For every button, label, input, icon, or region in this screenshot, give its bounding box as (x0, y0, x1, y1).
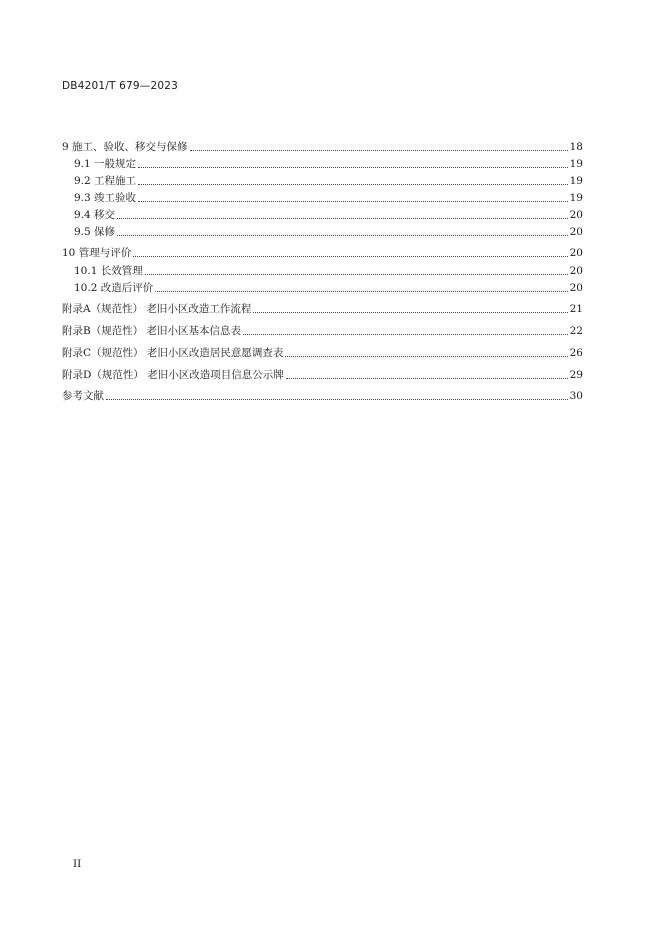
toc-entry[interactable] (62, 189, 583, 205)
toc-entry-title: 10.2 改造后评价 (74, 282, 154, 294)
toc-entry[interactable] (62, 262, 583, 278)
toc-entry-title: 附录B（规范性） 老旧小区基本信息表 (62, 325, 242, 337)
toc-entry-page: 19 (569, 158, 583, 170)
toc-entry-page: 20 (569, 282, 583, 294)
toc-entry[interactable] (62, 366, 583, 382)
toc-entry-page: 18 (569, 141, 583, 153)
toc-entry[interactable] (62, 279, 583, 295)
toc-entry[interactable] (62, 206, 583, 222)
toc-leader-dots (117, 217, 568, 219)
toc-entry-page: 19 (569, 175, 583, 187)
toc-entry-title: 10 管理与评价 (62, 247, 132, 259)
toc-entry-page: 30 (569, 390, 583, 402)
toc-entry-title: 附录C（规范性） 老旧小区改造居民意愿调查表 (62, 347, 284, 359)
toc-entry-title: 附录D（规范性） 老旧小区改造项目信息公示牌 (62, 369, 284, 381)
toc-entry-page: 29 (569, 369, 583, 381)
toc-leader-dots (106, 398, 568, 400)
document-number: DB4201/T 679—2023 (62, 80, 178, 92)
toc-entry-page: 21 (569, 303, 583, 315)
toc-leader-dots (133, 255, 567, 257)
toc-entry-title: 9.2 工程施工 (74, 175, 137, 187)
toc-entry-page: 19 (569, 192, 583, 204)
toc-entry[interactable] (62, 155, 583, 171)
toc-entry[interactable] (62, 172, 583, 188)
toc-entry[interactable] (62, 387, 583, 403)
toc-entry-page: 20 (569, 247, 583, 259)
toc-leader-dots (155, 290, 567, 292)
toc-leader-dots (145, 273, 568, 275)
toc-entry-title: 9.1 一般规定 (74, 158, 137, 170)
toc-entry-page: 20 (569, 226, 583, 238)
toc-entry[interactable] (62, 244, 583, 260)
toc-entry-title: 附录A（规范性） 老旧小区改造工作流程 (62, 303, 252, 315)
toc-entry-page: 20 (569, 265, 583, 277)
toc-leader-dots (285, 355, 567, 357)
toc-entry-page: 20 (569, 209, 583, 221)
toc-leader-dots (253, 311, 567, 313)
toc-entry-title: 9.3 竣工验收 (74, 192, 137, 204)
toc-leader-dots (243, 333, 568, 335)
toc-leader-dots (138, 166, 568, 168)
toc-leader-dots (138, 183, 568, 185)
toc-leader-dots (117, 234, 568, 236)
toc-entry-page: 22 (569, 325, 583, 337)
toc-entry[interactable] (62, 138, 583, 154)
toc-entry[interactable] (62, 300, 583, 316)
toc-leader-dots (190, 149, 568, 151)
toc-entry-title: 10.1 长效管理 (74, 265, 143, 277)
toc-entry-title: 9.5 保修 (74, 226, 116, 238)
toc-entry[interactable] (62, 322, 583, 338)
toc-entry[interactable] (62, 223, 583, 239)
toc-entry-title: 参考文献 (62, 390, 104, 402)
toc-leader-dots (286, 377, 568, 379)
toc-entry-title: 9 施工、验收、移交与保修 (62, 141, 188, 153)
toc-entry-title: 9.4 移交 (74, 209, 116, 221)
toc-leader-dots (138, 200, 568, 202)
toc-entry[interactable] (62, 344, 583, 360)
toc-entry-page: 26 (569, 347, 583, 359)
page-number: II (73, 858, 82, 870)
